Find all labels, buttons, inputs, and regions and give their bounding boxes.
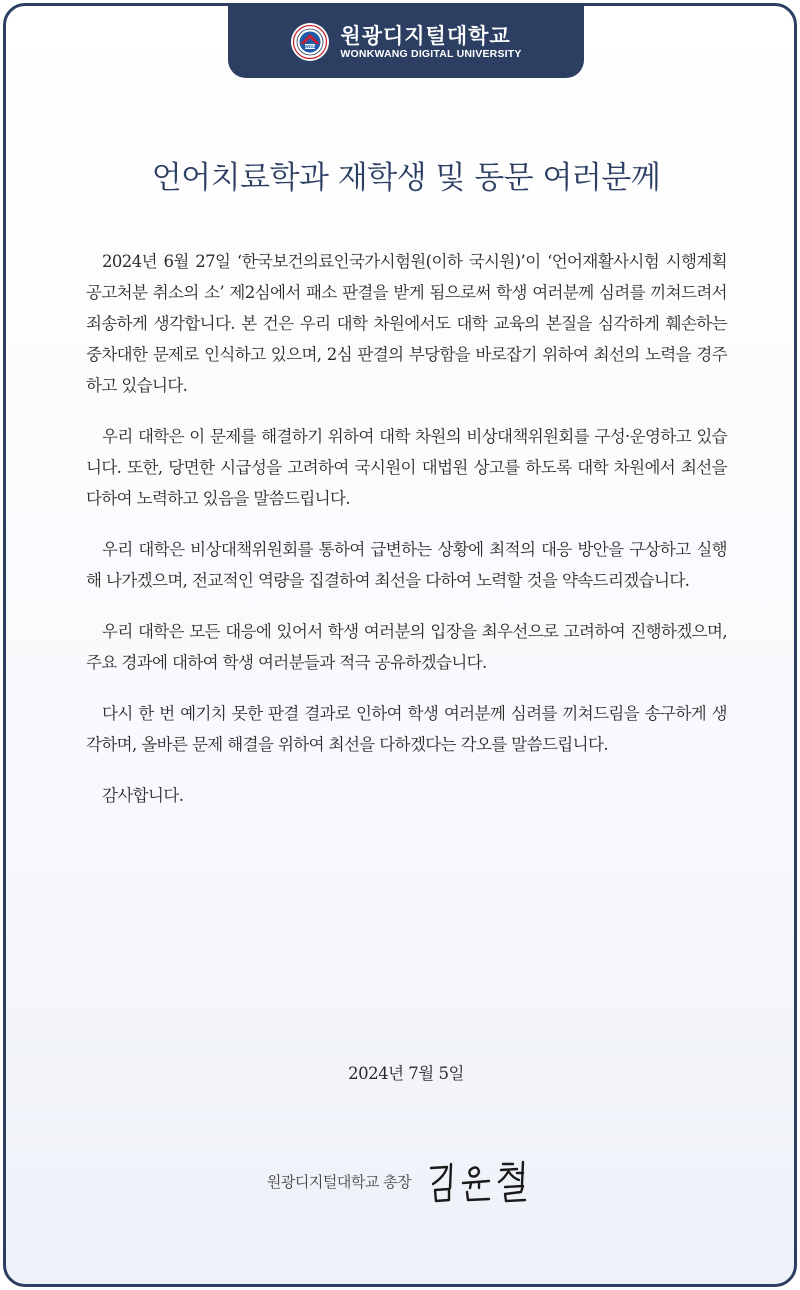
- signature-block: [6, 1156, 800, 1206]
- letter-paragraph: 2024년 6월 27일 ‘한국보건의료인국가시험원(이하 국시원)’이 ‘언어재활사시험 시행계획공고처분 취소의 소’ 제2심에서 패소 판결을 받게 됨으로써 학생 여러분께 심려를 끼쳐드려서 죄송하게 생각합니다. 본 건은 우리 대학 차원에서도 대학 교육의 본질을 심각하게 훼손하는 중차대한 문제로 인식하고 있으며, 2심 판결의 부당함을 바로잡기 위하여 최선의 노력을 경주하고 있습니다.: [86, 252, 727, 395]
- letter-frame: [3, 3, 797, 1287]
- university-name-ko: 원광디지털대학교: [340, 23, 511, 48]
- signer-title: 원광디지털대학교 총장: [266, 1172, 412, 1191]
- letter-paragraph: 우리 대학은 비상대책위원회를 통하여 급변하는 상황에 최적의 대응 방안을 구상하고 실행해 나가겠으며, 전교적인 역량을 집결하여 최선을 다하여 노력할 것을 약속드리겠습니다.: [86, 540, 727, 590]
- header-banner: [228, 6, 584, 78]
- letter-date: 2024년 7월 5일: [348, 1064, 464, 1083]
- letter-body: [86, 246, 727, 811]
- university-seal-icon: [290, 22, 330, 62]
- letter-title: 언어치료학과 재학생 및 동문 여러분께: [151, 160, 661, 196]
- letter-paragraph: 우리 대학은 모든 대응에 있어서 학생 여러분의 입장을 최우선으로 고려하여 진행하겠으며, 주요 경과에 대하여 학생 여러분들과 적극 공유하겠습니다.: [86, 622, 727, 672]
- svg-text:WDU: WDU: [305, 44, 316, 50]
- closing-greeting: 감사합니다.: [102, 786, 184, 805]
- handwritten-signature: [425, 1156, 545, 1206]
- letter-paragraph: 우리 대학은 이 문제를 해결하기 위하여 대학 차원의 비상대책위원회를 구성·운영하고 있습니다. 또한, 당면한 시급성을 고려하여 국시원이 대법원 상고를 하도록 대학 차원에서 최선을 다하여 노력하고 있음을 말씀드립니다.: [86, 427, 727, 508]
- university-name-en: WONKWANG DIGITAL UNIVERSITY: [340, 47, 522, 60]
- letter-paragraph: 다시 한 번 예기치 못한 판결 결과로 인하여 학생 여러분께 심려를 끼쳐드림을 송구하게 생각하며, 올바른 문제 해결을 위하여 최선을 다하겠다는 각오를 말씀드립니다.: [86, 704, 727, 754]
- university-brand: [340, 24, 521, 61]
